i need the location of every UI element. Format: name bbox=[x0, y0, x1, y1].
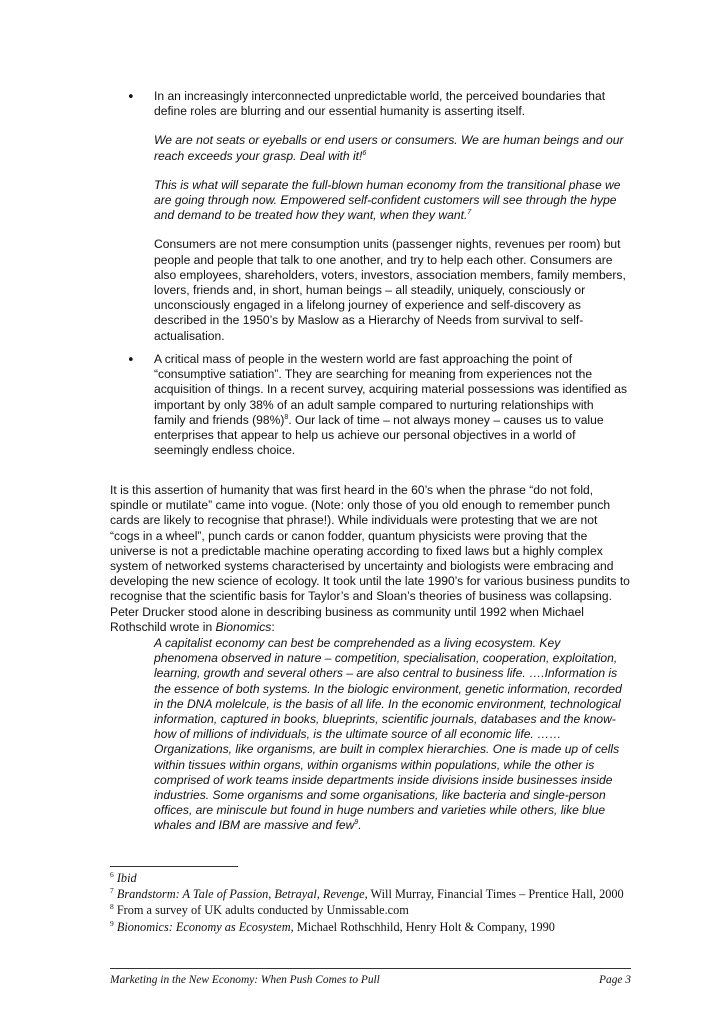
bullet-2-text bbox=[154, 352, 628, 458]
footnote-number: 9 bbox=[110, 918, 114, 928]
body-text: It is this assertion of humanity that was first heard in the 60’s when the phrase “do not fold, spindle or mutilate” came into vogue. (Note: only those of you old enough to remember punch cards are likely to recognise that phrase!). While individuals were protesting that we are not “cogs in a wheel”, punch cards or canon fodder, quantum physicists were proving that the universe is not a predictable machine operating according to fixed laws but a highly complex system of networked systems characterised by uncertainty and biologists were embracing and developing the new science of ecology. It took until the late 1990’s for various business pundits to recognise that the scientific basis for Taylor’s and Sloan’s theories of business was collapsing. Peter Drucker stood alone in describing business as community until 1992 when Michael Rothschild wrote in bbox=[110, 483, 630, 634]
bullet-2-text-b: . Our lack of time – not always money – causes us to value enterprises that appear to help us achieve our personal objectives in a world of seemingly endless choice. bbox=[154, 412, 604, 458]
quote-3-end: . bbox=[358, 818, 362, 833]
footnote-ref-9: 9 bbox=[354, 819, 359, 827]
bionomics-quote bbox=[154, 636, 626, 834]
body-paragraph bbox=[110, 483, 630, 635]
bullet-1-text: In an increasingly interconnected unpredictable world, the perceived boundaries that define roles are blurring and our essential humanity is asserting itself. bbox=[154, 89, 606, 119]
footnote-italic: Brandstorm: A Tale of Passion, Betrayal, Revenge, bbox=[116, 887, 368, 902]
bullet-1-paragraph-3: Consumers are not mere consumption units (passenger nights, revenues per room) but people and people that talk to one another, and try to help each other. Consumers are also employees, shareholders, voters, investors, association members, family members, lovers, friends and, in short, human beings – all steadily, uniquely, consciously or unconsciously engaged in a lifelong journey of experience and self-discovery as described in the 1950’s by Maslow as a Hierarchy of Needs from survival to self-actualisation. bbox=[154, 237, 626, 343]
footer-separator bbox=[110, 968, 631, 969]
quote-1-text: We are not seats or eyeballs or end users or consumers. We are human beings and our reach exceeds your grasp. Deal with it! bbox=[154, 133, 624, 163]
footnote-rest: From a survey of UK adults conducted by Unmissable.com bbox=[116, 903, 409, 918]
footnote-6 bbox=[110, 870, 630, 886]
footnote-rest: Will Murray, Financial Times – Prentice Hall, 2000 bbox=[367, 887, 624, 902]
footnote-ref-7: 7 bbox=[467, 209, 472, 217]
quote-2-text: This is what will separate the full-blown human economy from the transitional phase we are going through now. Empowered self-confident customers will see through the hype and demand to be treated how they want, when they want. bbox=[154, 177, 621, 223]
bullet-1-quote-2 bbox=[154, 178, 628, 224]
book-title: Bionomics bbox=[215, 619, 272, 634]
footnote-number: 7 bbox=[110, 886, 114, 896]
footnote-9 bbox=[110, 919, 630, 935]
footnote-separator bbox=[110, 866, 238, 867]
footnote-number: 6 bbox=[110, 869, 114, 879]
footnotes bbox=[110, 870, 630, 935]
footnote-italic: Ibid bbox=[116, 871, 137, 885]
footnote-8 bbox=[110, 902, 630, 918]
footnote-ref-6: 6 bbox=[362, 149, 367, 157]
footer-title: Marketing in the New Economy: When Push Comes to Pull bbox=[110, 974, 380, 986]
footnote-ref-8: 8 bbox=[284, 413, 289, 421]
body-end: : bbox=[271, 619, 275, 634]
bullet-marker: • bbox=[127, 353, 135, 368]
quote-3-text: A capitalist economy can best be comprehended as a living ecosystem. Key phenomena observed in nature – competition, specialisation, cooperation, exploitation, learning, growth and several others – are also central to business life. ….Information is the essence of both systems. In the biologic environment, genetic information, recorded in the DNA molelcule, is the basis of all life. In the economic environment, technological information, captured in books, blueprints, scientific journals, databases and the know-how of millions of individuals, is the ultimate source of all economic life. ……Organizations, like organisms, are built in complex hierarchies. One is made up of cells within tissues within organs, within organisms within populations, while the other is comprised of work teams inside departments inside divisions inside businesses inside industries. Some organisms and some organisations, like bacteria and single-person offices, are miniscule but found in huge numbers and varieties while others, like blue whales and IBM are massive and few bbox=[154, 636, 622, 833]
footnote-number: 8 bbox=[110, 902, 114, 912]
page-number: Page 3 bbox=[599, 974, 631, 986]
bullet-2-text-a: A critical mass of people in the western world are fast approaching the point of “consumptive satiation”. They are searching for meaning from experiences not the acquisition of things. In a recent survey, acquiring material possessions was identified as important by only 38% of an adult sample compared to nurturing relationships with family and friends (98%) bbox=[154, 352, 628, 427]
bullet-2 bbox=[154, 352, 628, 458]
footnote-rest: Michael Rothschhild, Henry Holt & Company, 1990 bbox=[293, 919, 555, 934]
bullet-1-quote-1 bbox=[154, 133, 628, 163]
bullet-1 bbox=[154, 89, 628, 344]
bullet-marker: • bbox=[127, 90, 135, 105]
footnote-7 bbox=[110, 886, 630, 902]
footnote-italic: Bionomics: Economy as Ecosystem, bbox=[116, 919, 294, 934]
